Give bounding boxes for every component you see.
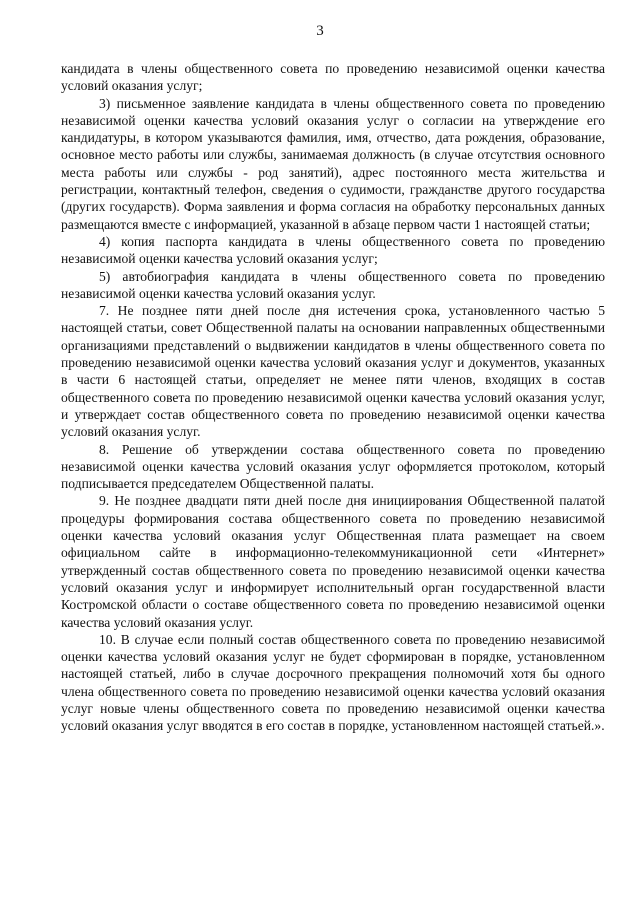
paragraph-part-10: 10. В случае если полный состав общественного совета по проведению независимой оценки качества условий оказания услуг не будет сформирован в порядке, установленном настоящей статьей, либо в случае досрочного прекращения полномочий хотя бы одного члена общественного совета по проведению независимой оценки качества условий оказания услуг новые члены общественного совета по проведению независимой оценки качества условий оказания услуг вводятся в его состав в порядке, установленном настоящей статьей.». <box>61 631 605 734</box>
paragraph-part-8: 8. Решение об утверждении состава общественного совета по проведению независимой оценки качества условий оказания услуг оформляется протоколом, который подписывается председателем Общественной палаты. <box>61 441 605 492</box>
paragraph-item-3: 3) письменное заявление кандидата в члены общественного совета по проведению независимой оценки качества условий оказания услуг о согласии на утверждение его кандидатуры, в котором указываются фамилия, имя, отчество, дата рождения, образование, основное место работы или службы, занимаемая должность (в случае отсутствия основного места работы или службы - род занятий), адрес постоянного места жительства и регистрации, контактный телефон, сведения о судимости, гражданстве другого государства (других государств). Форма заявления и форма согласия на обработку персональных данных размещаются вместе с информацией, указанной в абзаце первом части 1 настоящей статьи; <box>61 95 605 232</box>
paragraph-item-5: 5) автобиография кандидата в члены общественного совета по проведению независимой оценки качества условий оказания услуг. <box>61 268 605 301</box>
paragraph-part-9: 9. Не позднее двадцати пяти дней после дня инициирования Общественной палатой процедуры формирования состава общественного совета по проведению независимой оценки качества условий оказания услуг Общественная плата размещает на своем официальном сайте в информационно-телекоммуникационной сети «Интернет» утвержденный состав общественного совета по проведению независимой оценки качества условий оказания услуг и информирует исполнительный орган государственной власти Костромской области о составе общественного совета по проведению независимой оценки качества условий оказания услуг. <box>61 493 605 630</box>
paragraph-item-4: 4) копия паспорта кандидата в члены общественного совета по проведению независимой оценки качества условий оказания услуг; <box>61 233 605 267</box>
paragraph-part-7: 7. Не позднее пяти дней после дня истечения срока, установленного частью 5 настоящей статьи, совет Общественной палаты на основании направленных общественными организациями представлений о выдвижении кандидатов в члены общественного совета по проведению независимой оценки качества условий оказания услуг и документов, указанных в части 6 настоящей статьи, определяет не менее пяти членов, входящих в состав общественного совета по проведению независимой оценки качества условий оказания услуг, и утверждает состав общественного совета по проведению независимой оценки качества условий оказания услуг. <box>61 303 605 440</box>
page-number: 3 <box>316 23 324 39</box>
paragraph-continuation: кандидата в члены общественного совета по проведению независимой оценки качества условий оказания услуг; <box>61 61 605 94</box>
document-body <box>61 60 605 735</box>
